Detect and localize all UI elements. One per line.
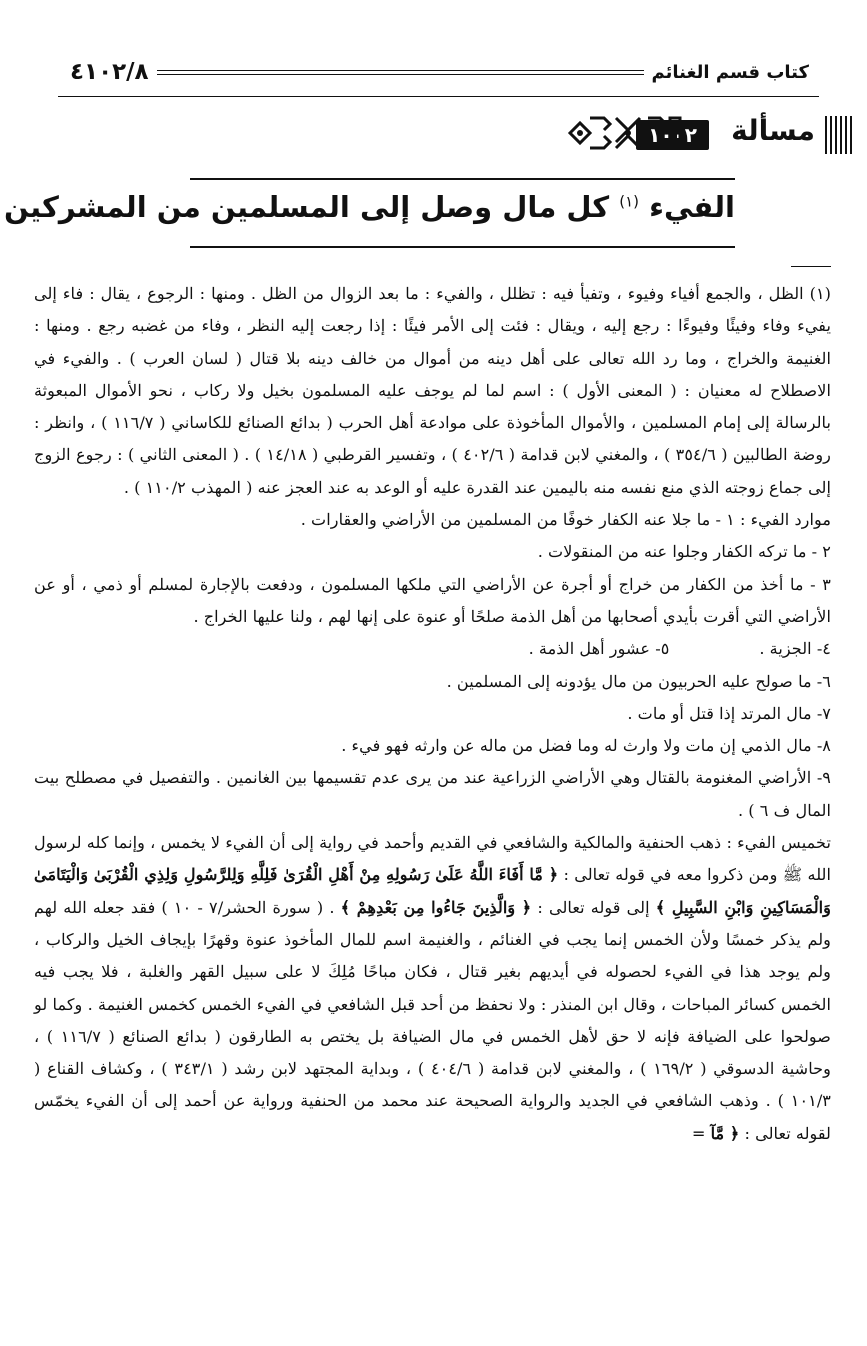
title-note-mark: (١) <box>619 192 640 211</box>
quran-verse-2: ﴿ وَالَّذِينَ جَاءُوا مِن بَعْدِهِمْ ﴾ <box>340 897 532 917</box>
continuation-mark: = <box>691 1123 706 1143</box>
footnote-paragraph: (١) الظل ، والجمع أفياء وفيوء ، وتفيأ فيه : تظلل ، والفيء : ما بعد الزوال من الظل . ومنها : الرجوع ، يقال : فاء إلى يفيء وفاء وفيئًا وفيوءًا : رجع إليه ، ويقال : فئت إلى الأمر فيئًا : إذا رجعت إليه النظر ، وفاء من غضبه رجع . ومنها : الغنيمة والخراج ، وما رد الله تعالى على أهل دينه من أموال من خالف دينه بلا قتال ( لسان العرب ) . والفيء في الاصطلاح له معنيان : ( المعنى الأول ) : اسم لما لم يوجف عليه المسلمون بخيل ولا ركاب ، نحو الأموال المبعوثة بالرسالة إلى إمام المسلمين ، والأموال المأخوذة على موادعة أهل الحرب ( بدائع الصنائع للكاساني ( ١١٦/٧ ) ، وانظر : روضة الطالبين ( ٣٥٤/٦ ) ، والمغني لابن قدامة ( ٤٠٢/٦ ) ، وتفسير القرطبي ( ١٤/١٨ ) . ( المعنى الثاني ) : رجوع الزوج إلى جماع زوجته الذي منع نفسه منه باليمين عند القدرة عليه أو الوعد به عند العجز عنه ( المهذب ١١٠/٢ ) . <box>34 284 831 497</box>
quran-verse-1: ﴿ مَّا أَفَاءَ اللَّهُ عَلَىٰ رَسُولِهِ مِنْ أَهْلِ الْقُرَىٰ فَلِلَّهِ وَلِلرَّسُولِ وَلِذِي الْقُرْبَىٰ وَالْيَتَامَىٰ وَالْمَسَاكِينِ وَابْنِ السَّبِيلِ ﴾ <box>34 865 831 917</box>
page-reference: ٤١٠٢/٨ <box>70 59 149 85</box>
takhmis-paragraph <box>34 827 831 1150</box>
ornament-icon <box>560 110 690 156</box>
mawarid-item-4: ٤- الجزية . <box>759 639 831 659</box>
mawarid-item-1: موارد الفيء : ١ - ما جلا عنه الكفار خوفًا من المسلمين من الأراضي والعقارات . <box>300 510 831 530</box>
mawarid-item-5: ٥- عشور أهل الذمة . <box>528 639 670 659</box>
masala-banner <box>560 108 859 158</box>
quran-verse-3: ﴿ مَّآ <box>710 1123 740 1143</box>
takhmis-text-a: تخميس الفيء : ذهب الحنفية والمالكية والشافعي في القديم وأحمد في رواية إلى أن الفيء لا يخمس ، وإنما كله لرسول الله ﷺ ومن ذكروا معه في قوله تعالى : <box>34 833 831 885</box>
header-rule <box>157 70 644 75</box>
running-header <box>58 52 819 92</box>
title-rule-top <box>190 178 735 180</box>
takhmis-text-b: إلى قوله تعالى : <box>537 897 650 917</box>
title-rule-bottom <box>190 246 735 248</box>
banner-stripes <box>825 116 855 154</box>
mawarid-item-8: ٨- مال الذمي إن مات ولا وارث له وما فضل من ماله عن وارثه فهو فيء . <box>341 736 831 756</box>
mawarid-item-2: ٢ - ما تركه الكفار وجلوا عنه من المنقولات . <box>537 542 831 562</box>
mawarid-item-9: ٩- الأراضي المغنومة بالقتال وهي الأراضي الزراعية عند من يرى عدم تقسيمها بين الغانمين . والتفصيل في مصطلح بيت المال ف ٦ ) . <box>34 768 831 820</box>
takhmis-text-c: . ( سورة الحشر/٧ - ١٠ ) فقد جعله الله لهم ولم يذكر خمسًا ولأن الخمس إنما يجب في الغنائم ، والغنيمة اسم للمال المأخوذ عنوة وقهرًا بإيجاف الخيل والركاب ، ولم يوجد هذا في الفيء لحصوله في أيديهم بغير قتال ، فكان مباحًا مُلِكَ لا على سبيل القهر والغلبة ، فلا يجب فيه الخمس كسائر المباحات ، وقال ابن المنذر : ولا نحفظ من أحد قبل الشافعي في الفيء الخمس كخمس الغنيمة . وكما لو صولحوا على الضيافة فإنه لا حق لأهل الخمس في مال الضيافة بل يختص به الطارقون ( بدائع الصنائع ( ١١٦/٧ ) ، وحاشية الدسوقي ( ١٦٩/٢ ) ، والمغني لابن قدامة ( ٤٠٤/٦ ) ، وبداية المجتهد لابن رشد ( ٣٤٣/١ ) ، وكشاف القناع ( ١٠١/٣ ) . وذهب الشافعي في الجديد والرواية الصحيحة عند محمد من الحنفية ورواية عن أحمد إلى أن الفيء يخمّس لقوله تعالى : <box>34 897 831 1143</box>
heading-block <box>4 178 735 248</box>
header-divider <box>58 96 819 97</box>
title-term: الفيء <box>649 190 735 224</box>
masala-number: ١٠٠٢ <box>636 120 709 150</box>
mawarid-item-6: ٦- ما صولح عليه الحربيون من مال يؤدونه إلى المسلمين . <box>446 671 831 691</box>
footnote-body <box>34 278 831 1312</box>
mawarid-item-3: ٣ - ما أخذ من الكفار من خراج أو أجرة عن الأراضي التي ملكها المسلمون ، ودفعت بالإجارة لمسلم أو ذمي ، أو عن الأراضي التي أقرت بأيدي أصحابها من أهل الذمة صلحًا أو عنوة على إنها لهم ، ولنا عليها الخراج . <box>34 574 831 626</box>
book-title: كتاب قسم الغنائم <box>651 61 809 83</box>
page-title <box>4 190 735 224</box>
mawarid-row-4-5 <box>34 633 831 665</box>
mawarid-item-7: ٧- مال المرتد إذا قتل أو مات . <box>627 703 831 723</box>
title-definition: كل مال وصل إلى المسلمين من المشركين <box>4 190 610 224</box>
masala-label: مسألة <box>731 114 815 147</box>
footnote-separator <box>791 266 831 267</box>
